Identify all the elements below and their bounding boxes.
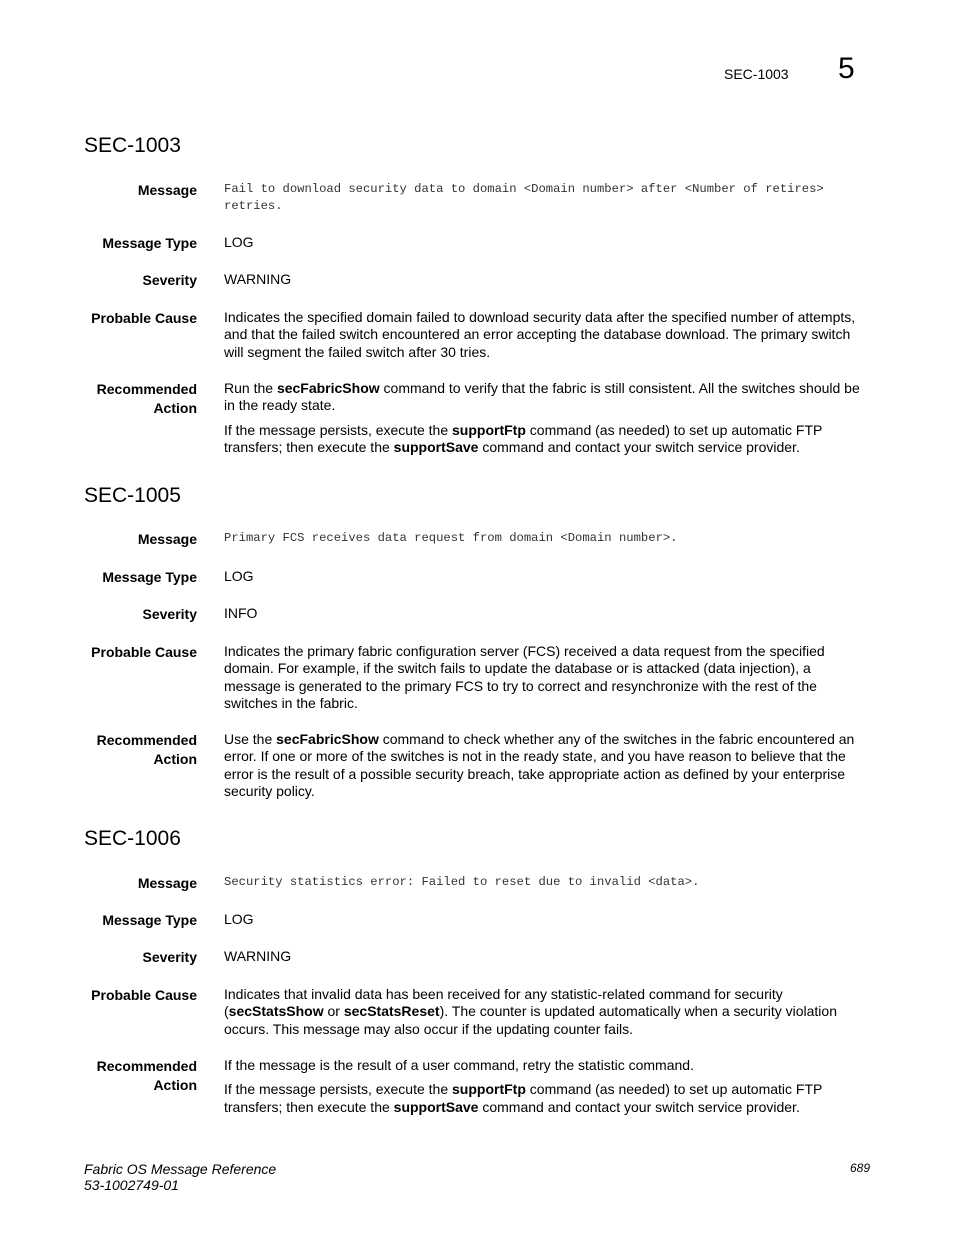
message-label: Message xyxy=(137,182,197,198)
probable-cause-text: Indicates that invalid data has been received for any statistic-related command for security (secStatsShow or secStatsReset). The counter is updated automatically when a security violation occurs. This message may also occur if the updating counter fails. xyxy=(224,986,837,1037)
command-name: secFabricShow xyxy=(276,731,379,747)
probable-cause-label: Probable Cause xyxy=(91,644,197,660)
running-header-code: SEC-1003 xyxy=(724,66,789,82)
command-name: secStatsShow xyxy=(228,1003,324,1020)
severity-label: Severity xyxy=(142,949,197,965)
section-title: SEC-1003 xyxy=(84,134,181,157)
recommended-action-label xyxy=(47,380,197,418)
recommended-action-text xyxy=(224,731,870,808)
label-line: Action xyxy=(153,1077,197,1093)
label-line: Recommended xyxy=(96,732,197,748)
severity-label: Severity xyxy=(142,606,197,622)
recommended-action-text xyxy=(224,380,870,464)
section-title: SEC-1006 xyxy=(84,827,181,850)
message-type-value: LOG xyxy=(224,568,254,584)
message-type-label: Message Type xyxy=(102,569,197,585)
section-title: SEC-1005 xyxy=(84,484,181,507)
message-type-label: Message Type xyxy=(102,235,197,251)
command-name: supportFtp xyxy=(452,1081,526,1098)
message-label: Message xyxy=(137,531,197,547)
command-name: supportFtp xyxy=(452,421,526,438)
label-line: Recommended xyxy=(96,1058,197,1074)
recommended-action-label xyxy=(47,731,197,769)
command-name: secStatsReset xyxy=(343,1003,440,1020)
severity-value: INFO xyxy=(224,605,258,621)
footer-document-number: 53-1002749-01 xyxy=(84,1177,179,1193)
chapter-number: 5 xyxy=(838,52,855,85)
probable-cause-text: Indicates the primary fabric configuration server (FCS) received a data request from the specified domain. For example, if the switch fails to update the database or is attacked (data injection), a message is generated to the primary FCS to try to correct and resynchronize with the rest of the switches in the fabric. xyxy=(224,643,825,712)
severity-label: Severity xyxy=(142,272,197,288)
message-label: Message xyxy=(137,875,197,891)
action-paragraph: If the message persists, execute the supportFtp command (as needed) to set up automatic FTP transfers; then execute the supportSave command and contact your switch service provider. xyxy=(224,1081,823,1115)
command-name: supportSave xyxy=(393,1098,479,1115)
message-text: Primary FCS receives data request from domain <Domain number>. xyxy=(224,531,678,545)
label-line: Action xyxy=(153,400,197,416)
probable-cause-label: Probable Cause xyxy=(91,987,197,1003)
page-number: 689 xyxy=(849,1161,870,1175)
message-text: Security statistics error: Failed to reset due to invalid <data>. xyxy=(224,875,700,889)
command-name: secFabricShow xyxy=(276,380,380,396)
message-text: Fail to download security data to domain <Domain number> after <Number of retires> retries. xyxy=(224,182,824,213)
severity-value: WARNING xyxy=(224,948,292,964)
action-paragraph: Use the secFabricShow command to check whether any of the switches in the fabric encountered an error. If one or more of the switches is not in the ready state, and you have reason to believe that the error is the result of a possible security breach, take appropriate action as defined by your enterprise security policy. xyxy=(224,731,855,800)
message-type-value: LOG xyxy=(224,234,254,250)
action-paragraph: Run the secFabricShow command to verify that the fabric is still consistent. All the switches should be in the ready state. xyxy=(224,380,860,414)
label-line: Recommended xyxy=(96,381,197,397)
footer-document-title: Fabric OS Message Reference xyxy=(84,1161,277,1177)
probable-cause-label: Probable Cause xyxy=(91,310,197,326)
command-name: supportSave xyxy=(393,439,479,456)
action-paragraph: If the message persists, execute the supportFtp command (as needed) to set up automatic FTP transfers; then execute the supportSave command and contact your switch service provider. xyxy=(224,421,823,456)
message-type-value: LOG xyxy=(224,911,254,927)
label-line: Action xyxy=(153,751,197,767)
message-type-label: Message Type xyxy=(102,912,197,928)
recommended-action-label xyxy=(47,1057,197,1095)
recommended-action-text xyxy=(224,1057,870,1123)
probable-cause-text: Indicates the specified domain failed to download security data after the specified number of attempts, and that the failed switch encountered an error accepting the database download. The primary switch will segment the failed switch after 30 tries. xyxy=(224,309,856,360)
action-paragraph: If the message is the result of a user command, retry the statistic command. xyxy=(224,1057,694,1073)
severity-value: WARNING xyxy=(224,271,292,287)
